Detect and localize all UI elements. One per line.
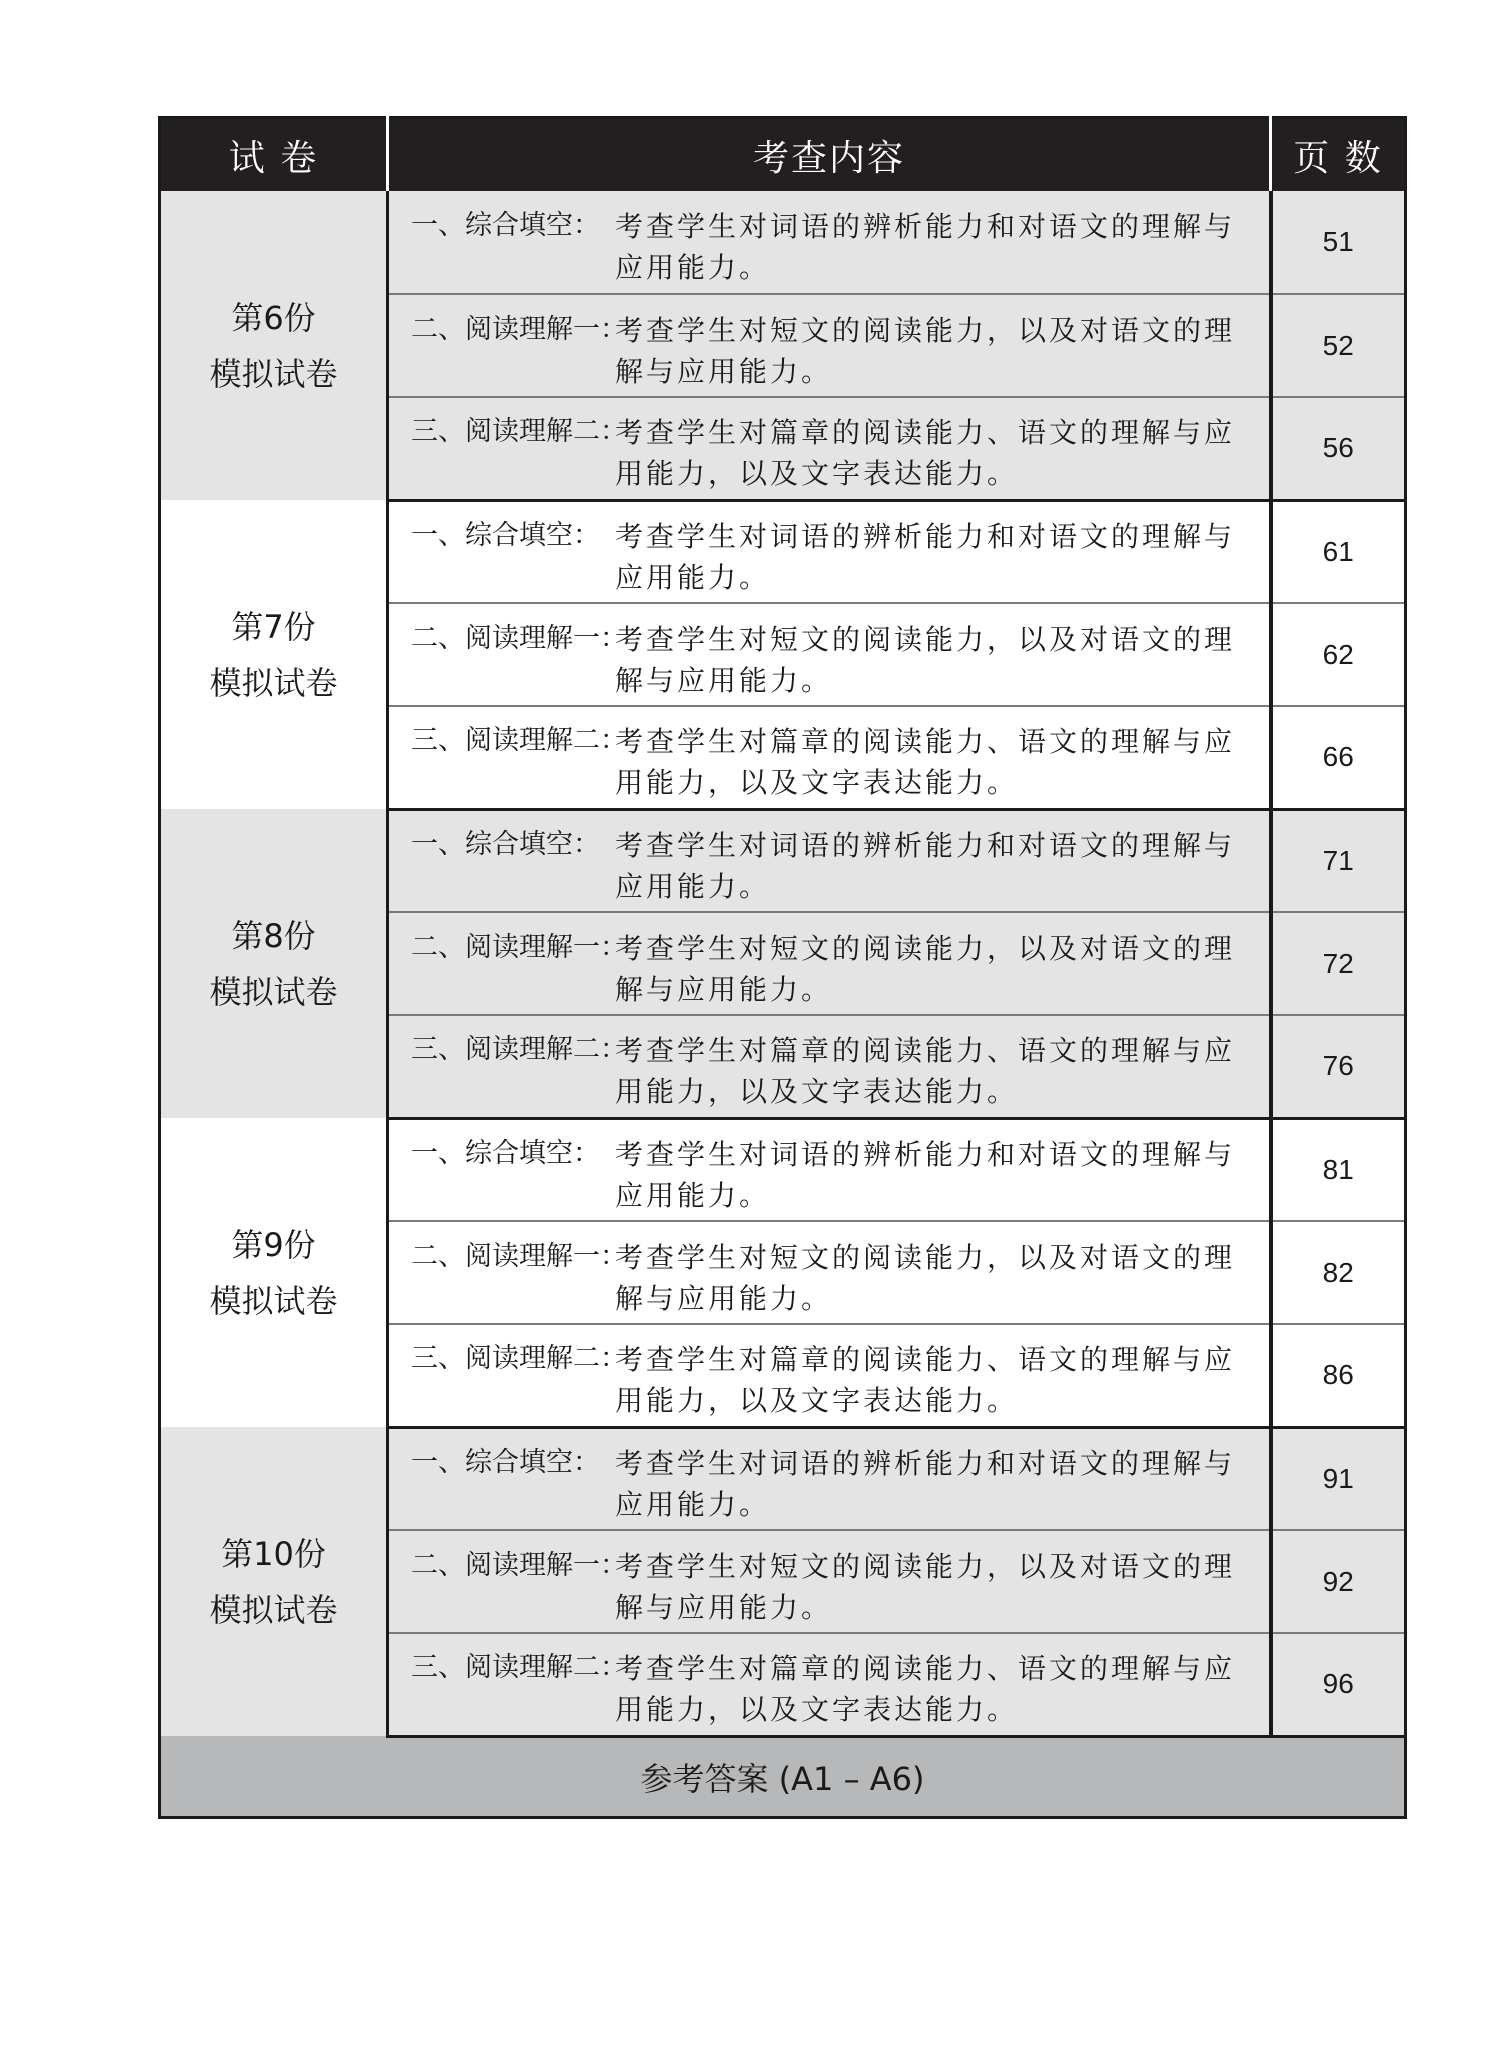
section-content	[388, 809, 1271, 912]
exam-title	[160, 1427, 388, 1736]
section-description: 考查学生对篇章的阅读能力、语文的理解与应用能力，以及文字表达能力。	[615, 1652, 1236, 1727]
table-row	[160, 1427, 1406, 1530]
page-number: 62	[1271, 603, 1406, 706]
section-content	[388, 1118, 1271, 1221]
section-description: 考查学生对篇章的阅读能力、语文的理解与应用能力，以及文字表达能力。	[615, 1034, 1236, 1109]
section-content	[388, 1221, 1271, 1324]
exam-type: 模拟试卷	[209, 1590, 338, 1629]
section-label: 一、综合填空：	[411, 519, 600, 551]
section-description: 考查学生对短文的阅读能力，以及对语文的理解与应用能力。	[615, 1240, 1236, 1315]
header-exam: 试 卷	[160, 118, 388, 192]
section-content	[388, 397, 1271, 500]
exam-number: 第10份	[221, 1534, 326, 1573]
page-number: 51	[1271, 191, 1406, 294]
page-number: 86	[1271, 1324, 1406, 1427]
section-label: 一、综合填空：	[411, 210, 600, 241]
exam-type: 模拟试卷	[209, 1281, 338, 1320]
page-number: 76	[1271, 1015, 1406, 1118]
section-description: 考查学生对词语的辨析能力和对语文的理解与应用能力。	[615, 828, 1236, 903]
section-description: 考查学生对篇章的阅读能力、语文的理解与应用能力，以及文字表达能力。	[615, 416, 1236, 491]
table-row	[160, 1118, 1406, 1221]
section-content	[388, 1633, 1271, 1736]
page-number: 56	[1271, 397, 1406, 500]
page-number: 61	[1271, 500, 1406, 603]
table-row	[160, 191, 1406, 294]
page-number: 96	[1271, 1633, 1406, 1736]
section-description: 考查学生对词语的辨析能力和对语文的理解与应用能力。	[615, 1446, 1236, 1521]
section-label: 二、阅读理解一：	[411, 931, 627, 963]
section-content	[388, 1427, 1271, 1530]
page-number: 66	[1271, 706, 1406, 809]
section-label: 二、阅读理解一：	[411, 1240, 627, 1272]
page-number: 72	[1271, 912, 1406, 1015]
section-description: 考查学生对篇章的阅读能力、语文的理解与应用能力，以及文字表达能力。	[615, 1343, 1236, 1418]
section-description: 考查学生对词语的辨析能力和对语文的理解与应用能力。	[615, 210, 1236, 284]
page-number: 82	[1271, 1221, 1406, 1324]
section-label: 二、阅读理解一：	[411, 622, 627, 654]
page-number: 52	[1271, 294, 1406, 397]
answers-footer: 参考答案 (A1 – A6)	[160, 1736, 1406, 1817]
section-description: 考查学生对短文的阅读能力，以及对语文的理解与应用能力。	[615, 622, 1236, 697]
page-number: 91	[1271, 1427, 1406, 1530]
page-number: 71	[1271, 809, 1406, 912]
section-description: 考查学生对短文的阅读能力，以及对语文的理解与应用能力。	[615, 1549, 1236, 1624]
section-content	[388, 1015, 1271, 1118]
section-label: 三、阅读理解二：	[411, 1034, 627, 1066]
section-label: 二、阅读理解一：	[411, 1549, 627, 1581]
header-pages: 页 数	[1271, 118, 1406, 192]
exam-number: 第8份	[231, 916, 316, 955]
exam-type: 模拟试卷	[209, 354, 338, 393]
section-description: 考查学生对短文的阅读能力，以及对语文的理解与应用能力。	[615, 931, 1236, 1006]
section-description: 考查学生对篇章的阅读能力、语文的理解与应用能力，以及文字表达能力。	[615, 725, 1236, 800]
table-row	[160, 809, 1406, 912]
table-row	[160, 500, 1406, 603]
exam-title	[160, 1118, 388, 1427]
page-number: 92	[1271, 1530, 1406, 1633]
exam-number: 第6份	[231, 298, 316, 337]
section-content	[388, 294, 1271, 397]
exam-title	[160, 809, 388, 1118]
table-body	[160, 191, 1406, 1736]
section-description: 考查学生对短文的阅读能力，以及对语文的理解与应用能力。	[615, 313, 1236, 388]
section-content	[388, 706, 1271, 809]
section-description: 考查学生对词语的辨析能力和对语文的理解与应用能力。	[615, 1137, 1236, 1212]
section-label: 一、综合填空：	[411, 1137, 600, 1169]
section-label: 三、阅读理解二：	[411, 416, 627, 448]
contents-table	[158, 116, 1407, 1819]
section-label: 三、阅读理解二：	[411, 725, 627, 757]
page-number: 81	[1271, 1118, 1406, 1221]
exam-type: 模拟试卷	[209, 972, 338, 1011]
section-content	[388, 500, 1271, 603]
section-description: 考查学生对词语的辨析能力和对语文的理解与应用能力。	[615, 519, 1236, 594]
header-content: 考查内容	[388, 118, 1271, 192]
section-label: 一、综合填空：	[411, 1446, 600, 1478]
exam-title	[160, 500, 388, 809]
section-content	[388, 1324, 1271, 1427]
section-label: 二、阅读理解一：	[411, 313, 627, 345]
section-label: 三、阅读理解二：	[411, 1343, 627, 1375]
exam-number: 第7份	[231, 607, 316, 646]
exam-title	[160, 191, 388, 500]
section-content	[388, 603, 1271, 706]
section-label: 一、综合填空：	[411, 828, 600, 860]
section-label: 三、阅读理解二：	[411, 1652, 627, 1684]
table-header	[160, 118, 1406, 192]
exam-type: 模拟试卷	[209, 663, 338, 702]
section-content	[388, 191, 1271, 294]
section-content	[388, 1530, 1271, 1633]
exam-number: 第9份	[231, 1225, 316, 1264]
section-content	[388, 912, 1271, 1015]
